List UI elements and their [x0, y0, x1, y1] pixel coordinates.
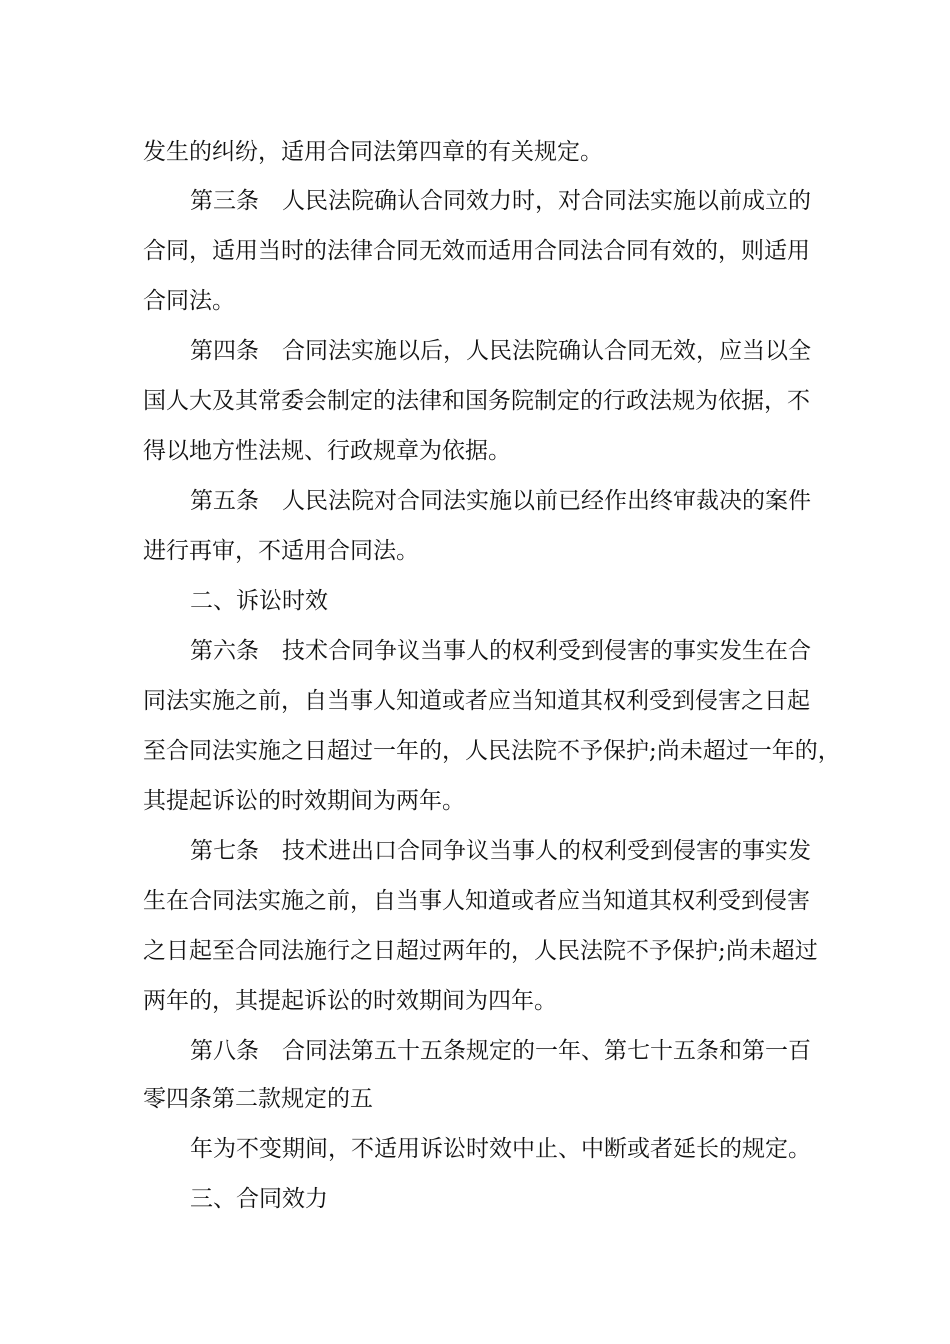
section-heading-statute-of-limitations: 二、诉讼时效 — [190, 588, 328, 614]
text-line: 进行再审，不适用合同法。 — [143, 538, 419, 564]
text-line: 之日起至合同法施行之日超过两年的，人民法院不予保护;尚未超过 — [143, 938, 818, 964]
text-line: 零四条第二款规定的五 — [143, 1086, 373, 1112]
article-4-heading-line: 第四条 合同法实施以后，人民法院确认合同无效，应当以全 — [190, 338, 811, 364]
text-line: 得以地方性法规、行政规章为依据。 — [143, 438, 511, 464]
text-line: 其提起诉讼的时效期间为两年。 — [143, 788, 465, 814]
text-line: 两年的，其提起诉讼的时效期间为四年。 — [143, 988, 557, 1014]
section-heading-contract-validity: 三、合同效力 — [190, 1186, 328, 1212]
text-line: 至合同法实施之日超过一年的，人民法院不予保护;尚未超过一年的， — [143, 738, 841, 764]
text-line: 同法实施之前，自当事人知道或者应当知道其权利受到侵害之日起 — [143, 688, 810, 714]
text-line: 国人大及其常委会制定的法律和国务院制定的行政法规为依据，不 — [143, 388, 810, 414]
text-line: 年为不变期间，不适用诉讼时效中止、中断或者延长的规定。 — [190, 1136, 811, 1162]
article-3-heading-line: 第三条 人民法院确认合同效力时，对合同法实施以前成立的 — [190, 188, 811, 214]
article-5-heading-line: 第五条 人民法院对合同法实施以前已经作出终审裁决的案件 — [190, 488, 811, 514]
text-line: 发生的纠纷，适用合同法第四章的有关规定。 — [143, 139, 603, 165]
text-line: 合同法。 — [143, 288, 235, 314]
text-line: 合同，适用当时的法律合同无效而适用合同法合同有效的，则适用 — [143, 238, 810, 264]
article-6-heading-line: 第六条 技术合同争议当事人的权利受到侵害的事实发生在合 — [190, 638, 811, 664]
article-7-heading-line: 第七条 技术进出口合同争议当事人的权利受到侵害的事实发 — [190, 838, 811, 864]
text-line: 生在合同法实施之前，自当事人知道或者应当知道其权利受到侵害 — [143, 888, 810, 914]
article-8-heading-line: 第八条 合同法第五十五条规定的一年、第七十五条和第一百 — [190, 1038, 811, 1064]
